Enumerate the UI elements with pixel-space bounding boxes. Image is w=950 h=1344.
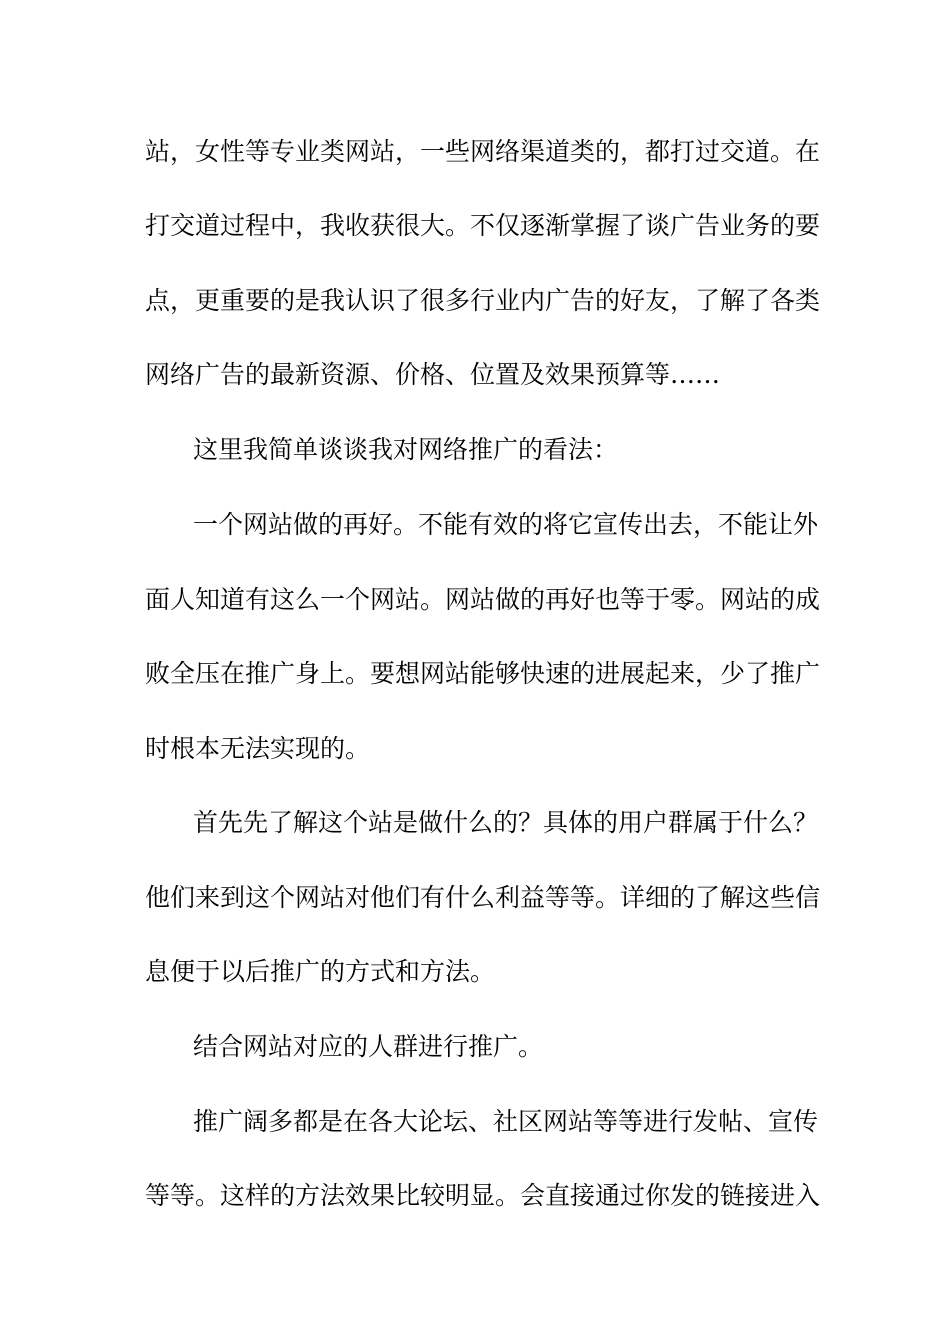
text-line: 打交道过程中，我收获很大。不仅逐渐掌握了谈广告业务的要 bbox=[145, 211, 821, 240]
paragraph-start-line: 一个网站做的再好。不能有效的将它宣传出去，不能让外 bbox=[193, 510, 819, 539]
paragraph-start-line: 这里我简单谈谈我对网络推广的看法： bbox=[193, 435, 619, 464]
paragraph-start-line: 结合网站对应的人群进行推广。 bbox=[193, 1032, 544, 1061]
text-line: 败全压在推广身上。要想网站能够快速的进展起来，少了推广 bbox=[145, 659, 821, 688]
text-line: 他们来到这个网站对他们有什么利益等等。详细的了解这些信 bbox=[145, 883, 821, 912]
paragraph-start-line: 推广阔多都是在各大论坛、社区网站等等进行发帖、宣传 bbox=[193, 1107, 819, 1136]
text-line: 面人知道有这么一个网站。网站做的再好也等于零。网站的成 bbox=[145, 585, 821, 614]
text-line: 时根本无法实现的。 bbox=[145, 734, 371, 763]
text-line: 等等。这样的方法效果比较明显。会直接通过你发的链接进入 bbox=[145, 1181, 821, 1210]
text-line: 息便于以后推广的方式和方法。 bbox=[145, 957, 496, 986]
text-line: 网络广告的最新资源、价格、位置及效果预算等…… bbox=[145, 360, 721, 389]
paragraph-start-line: 首先先了解这个站是做什么的？具体的用户群属于什么？ bbox=[193, 808, 819, 837]
text-line: 点，更重要的是我认识了很多行业内广告的好友，了解了各类 bbox=[145, 286, 821, 315]
text-line: 站，女性等专业类网站，一些网络渠道类的，都打过交道。在 bbox=[145, 137, 821, 166]
